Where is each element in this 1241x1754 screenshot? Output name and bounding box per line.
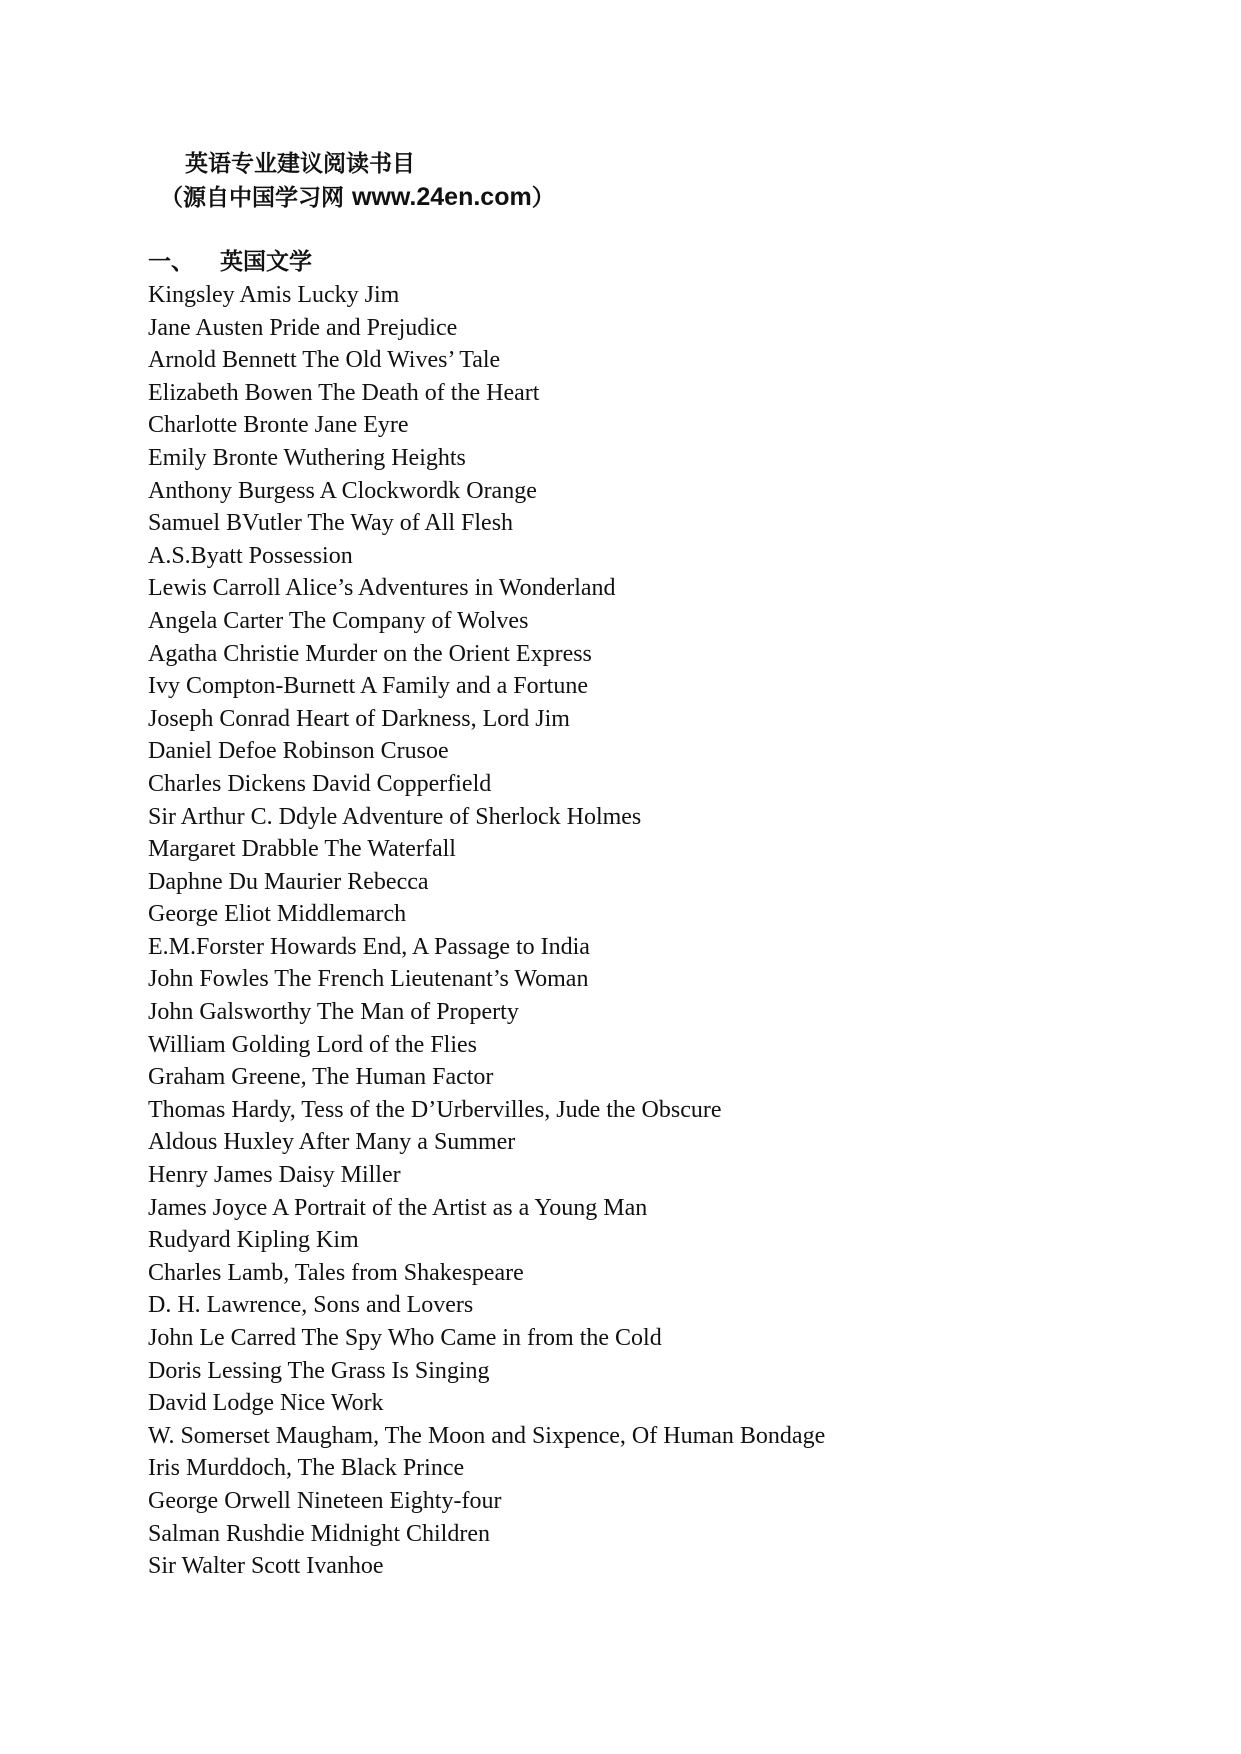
book-entry: Daphne Du Maurier Rebecca: [148, 868, 429, 895]
book-entry: Doris Lessing The Grass Is Singing: [148, 1357, 490, 1384]
book-entry: Lewis Carroll Alice’s Adventures in Wonderland: [148, 575, 616, 602]
book-entry: George Orwell Nineteen Eighty-four: [148, 1487, 502, 1514]
section-number: 一、: [148, 249, 194, 275]
book-entry: Margaret Drabble The Waterfall: [148, 836, 456, 863]
book-entry: D. H. Lawrence, Sons and Lovers: [148, 1292, 474, 1319]
book-entry: Agatha Christie Murder on the Orient Express: [148, 640, 592, 667]
document-subtitle: [160, 181, 555, 214]
book-entry: Charles Lamb, Tales from Shakespeare: [148, 1259, 524, 1286]
book-entry: Charles Dickens David Copperfield: [148, 770, 492, 797]
book-entry: George Eliot Middlemarch: [148, 901, 407, 928]
book-entry: Iris Murddoch, The Black Prince: [148, 1455, 465, 1482]
book-entry: Sir Walter Scott Ivanhoe: [148, 1553, 384, 1580]
book-entry: Anthony Burgess A Clockwordk Orange: [148, 477, 537, 504]
book-list: [148, 279, 825, 1583]
book-entry: Rudyard Kipling Kim: [148, 1227, 359, 1254]
book-entry: Joseph Conrad Heart of Darkness, Lord Jim: [148, 705, 570, 732]
section-heading: [148, 246, 312, 278]
book-entry: Henry James Daisy Miller: [148, 1162, 401, 1189]
book-entry: Aldous Huxley After Many a Summer: [148, 1129, 516, 1156]
book-entry: John Le Carred The Spy Who Came in from the Cold: [148, 1325, 662, 1351]
book-entry: Samuel BVutler The Way of All Flesh: [148, 510, 514, 537]
book-entry: Jane Austen Pride and Prejudice: [148, 314, 458, 341]
source-url: www.24en.com: [352, 183, 532, 211]
book-entry: Elizabeth Bowen The Death of the Heart: [148, 379, 540, 406]
book-entry: Ivy Compton-Burnett A Family and a Fortune: [148, 673, 588, 700]
document-title: 英语专业建议阅读书目: [185, 151, 415, 177]
book-entry: John Fowles The French Lieutenant’s Woman: [148, 966, 589, 993]
book-entry: Daniel Defoe Robinson Crusoe: [148, 738, 449, 765]
book-entry: A.S.Byatt Possession: [148, 542, 353, 569]
book-entry: Kingsley Amis Lucky Jim: [148, 282, 400, 308]
book-entry: Charlotte Bronte Jane Eyre: [148, 412, 409, 439]
book-entry: James Joyce A Portrait of the Artist as a Young Man: [148, 1194, 648, 1221]
subtitle-suffix: ）: [531, 185, 555, 211]
book-entry: Arnold Bennett The Old Wives’ Tale: [148, 347, 501, 374]
book-entry: John Galsworthy The Man of Property: [148, 999, 519, 1026]
book-entry: W. Somerset Maugham, The Moon and Sixpence, Of Human Bondage: [148, 1422, 826, 1449]
book-entry: E.M.Forster Howards End, A Passage to India: [148, 933, 590, 960]
subtitle-prefix: （源自中国学习网: [160, 185, 353, 211]
section-name: 英国文学: [220, 249, 312, 275]
book-entry: Angela Carter The Company of Wolves: [148, 607, 529, 634]
book-entry: David Lodge Nice Work: [148, 1390, 384, 1417]
book-entry: Salman Rushdie Midnight Children: [148, 1520, 490, 1547]
book-entry: William Golding Lord of the Flies: [148, 1031, 477, 1058]
book-entry: Emily Bronte Wuthering Heights: [148, 444, 466, 471]
book-entry: Sir Arthur C. Ddyle Adventure of Sherlock Holmes: [148, 803, 642, 830]
book-entry: Thomas Hardy, Tess of the D’Urbervilles, Jude the Obscure: [148, 1096, 722, 1123]
book-entry: Graham Greene, The Human Factor: [148, 1064, 494, 1091]
